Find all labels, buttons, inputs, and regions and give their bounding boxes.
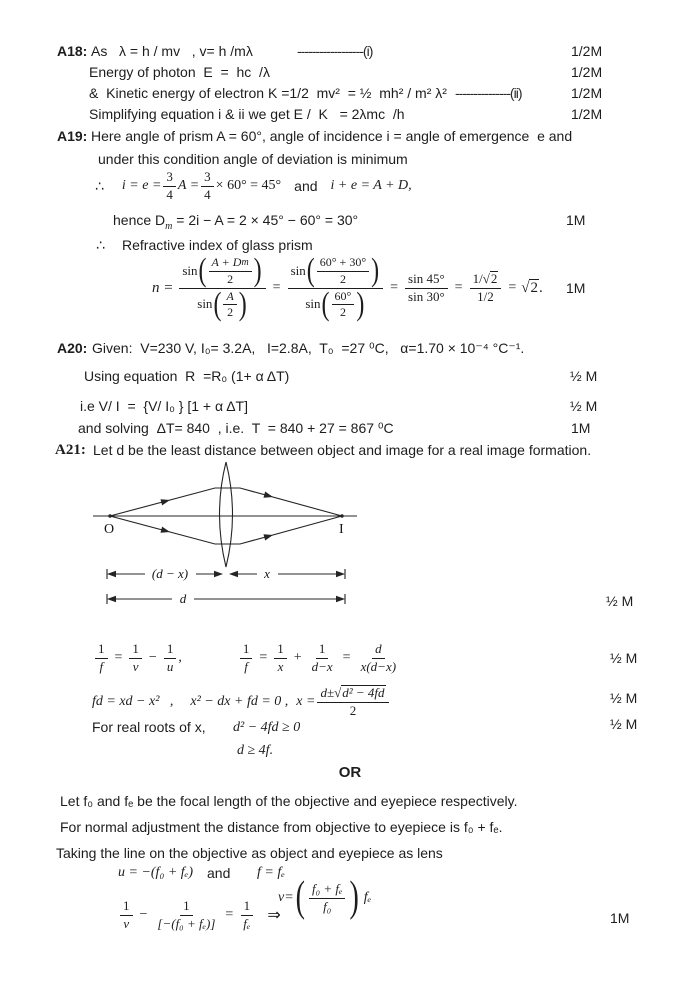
a20-row2-text: i.e V/ I = {V/ I₀ } [1 + α ΔT] xyxy=(80,398,248,414)
tail-line4-and: and xyxy=(207,865,231,881)
minus-sign: − xyxy=(139,907,148,922)
ray-arrow xyxy=(160,527,170,536)
a21-quadratic-row xyxy=(92,682,391,722)
equals-sign: = xyxy=(390,280,399,295)
a18-row4-text: Simplifying equation i & ii we get E / K = 2λmc /h xyxy=(89,106,405,122)
dim-arrow xyxy=(214,571,223,577)
a18-row1-dashes: ------------------(i) xyxy=(297,43,373,59)
plus-sign: + xyxy=(293,650,302,665)
a21-intro: Let d be the least distance between object and image for a real image formation. xyxy=(93,442,592,458)
a21-eq2-t1: fd = xd − x² , xyxy=(92,694,174,709)
ray-arrow xyxy=(263,532,273,541)
a20-label: A20: xyxy=(57,340,88,356)
a18-row1-text: As λ = h / mv , v= h /mλ xyxy=(91,43,253,59)
a19-hence-mark: 1M xyxy=(566,212,586,228)
equals-sign: = xyxy=(508,280,517,295)
convex-lens xyxy=(220,462,233,567)
a18-row1-mark: 1/2M xyxy=(571,43,603,59)
a19-neq-mark: 1M xyxy=(566,280,586,296)
therefore-symbol: ∴ xyxy=(95,177,104,194)
dim-arrow xyxy=(336,596,345,602)
dim-label-d-minus-x: (d − x) xyxy=(151,566,189,581)
fraction-sqrt2-half: 1/ √ 2 1/2 xyxy=(470,271,502,305)
object-point xyxy=(108,514,111,517)
a21-eq2-t3: x = xyxy=(296,694,316,709)
a20-row1-mark: ½ M xyxy=(570,368,598,384)
or-divider: OR xyxy=(338,764,362,781)
a19-line1: Here angle of prism A = 60°, angle of incidence i = angle of emergence e and xyxy=(91,128,573,144)
equals-sign: = xyxy=(454,280,463,295)
tail-line2: For normal adjustment the distance from objective to eyepiece is f₀ + fₑ. xyxy=(60,819,503,835)
upper-ray xyxy=(110,488,342,516)
fraction-1-u: $\frac{1}{u}$ xyxy=(164,642,177,675)
comma: , xyxy=(178,650,182,665)
fraction-1-fe: $\frac{1}{\text{fₑ}}$ xyxy=(240,899,253,932)
fraction-d-over-xdx: $\frac{d}{x(d-x)}$ xyxy=(360,640,397,674)
neq-lhs: n = xyxy=(152,279,174,296)
a19-refractive-index-equation xyxy=(152,246,543,330)
image-point xyxy=(340,514,343,517)
fraction-sin-60-30: sin ( 60° + 30° 2 ) sin ( 60° 2 ) xyxy=(288,256,384,320)
implies-arrow: ⇒ xyxy=(267,907,281,924)
fraction-1-v: $\frac{1}{v}$ xyxy=(129,642,142,675)
lower-ray xyxy=(110,516,342,544)
fraction-1-f: $\frac{1}{f}$ xyxy=(95,642,108,675)
open-paren: ( xyxy=(295,873,305,922)
a21-lens-formula-row xyxy=(93,638,401,678)
a21-eq2-t2: x² − dx + fd = 0 , xyxy=(190,694,289,709)
a21-eq2-mark: ½ M xyxy=(610,690,638,706)
a19-line3: Refractive index of glass prism xyxy=(122,237,313,253)
a19-equation-1 xyxy=(95,167,412,205)
a18-row3-text: & Kinetic energy of electron K =1/2 mv² = ½ mh² / m² λ² xyxy=(89,85,447,101)
equals-sign: = xyxy=(342,650,351,665)
equals-sign: = xyxy=(259,650,268,665)
or-equation-left xyxy=(118,893,281,937)
fraction-fo-fe-over-fo: f₀ + fₑ f₀ xyxy=(309,882,345,915)
a18-label: A18: xyxy=(57,43,88,59)
a20-row2-mark: ½ M xyxy=(570,398,598,414)
a21-diagram-mark: ½ M xyxy=(606,593,634,609)
equals-sign: = xyxy=(225,907,234,922)
close-paren: ) xyxy=(349,873,359,922)
a19-eq1-lhs: i = e = xyxy=(121,178,162,193)
a20-row3-text: and solving ΔT= 840 , i.e. T = 840 + 27 = 867 ⁰C xyxy=(78,420,394,436)
a21-eq3-t2: d² − 4fd ≥ 0 xyxy=(233,720,301,735)
equals-sign: = xyxy=(114,650,123,665)
dim-arrow xyxy=(107,571,116,577)
minus-sign: − xyxy=(148,650,157,665)
a18-row3-dashes: ---------------(ii) xyxy=(455,85,522,101)
fraction-1-f: $\frac{1}{f}$ xyxy=(240,642,253,675)
tail-line1: Let f₀ and fₑ be the focal length of the objective and eyepiece respectively. xyxy=(60,793,518,809)
object-label: O xyxy=(104,522,115,537)
tail-line4-u: u = −(f₀ + fₑ) xyxy=(118,865,193,880)
a21-label: A21: xyxy=(55,442,86,458)
a19-eq1-and: and xyxy=(294,178,318,194)
a19-eq1-tail: i + e = A + D, xyxy=(330,178,412,193)
fraction-1-x: $\frac{1}{x}$ xyxy=(274,642,287,675)
a20-given: Given: V=230 V, I₀= 3.2A, I=2.8A, T₀ =27 ⁰C, α=1.70 × 10⁻⁴ °C⁻¹. xyxy=(92,340,525,356)
image-label: I xyxy=(339,522,344,537)
ray-arrow xyxy=(263,492,273,501)
dim-arrow xyxy=(336,571,345,577)
fraction-quadratic-roots: d± √ d² − 4fd 2 xyxy=(317,685,388,719)
fraction-three-quarters: $\frac{3}{4}$ xyxy=(201,170,214,203)
equals-sign: = xyxy=(272,280,281,295)
fraction-1-over-bracket: $\frac{1}{\text{[−(f₀ + fₑ)]}}$ xyxy=(157,897,216,931)
fraction-sin-A-Dm: sin ( A + D m 2 ) sin ( A 2 ) xyxy=(179,256,265,320)
dim-label-x: x xyxy=(264,566,270,581)
a18-row4-mark: 1/2M xyxy=(571,106,603,122)
dim-arrow xyxy=(229,571,238,577)
a21-eq3-mark: ½ M xyxy=(610,716,638,732)
or-equation-right xyxy=(278,874,371,922)
lens-ray-diagram xyxy=(60,456,380,608)
dim-label-d: d xyxy=(179,591,187,606)
a21-eq3-t1: For real roots of x, xyxy=(92,719,206,735)
neq-result: √2. xyxy=(521,279,543,296)
a19-line2: under this condition angle of deviation is minimum xyxy=(98,151,408,167)
a18-row2-text: Energy of photon E = hc /λ xyxy=(89,64,270,80)
fraction-1-v: 1 v xyxy=(120,899,133,932)
a18-row2-mark: 1/2M xyxy=(571,64,603,80)
fraction-1-d-minus-x: $\frac{1}{d-x}$ xyxy=(311,640,333,674)
or-eq-vlhs: v= xyxy=(278,890,294,905)
a21-eq4: d ≥ 4f. xyxy=(237,743,274,758)
fraction-sin45-sin30: $\frac{\sin 45^\circ}{\sin 30^\circ}$ xyxy=(405,272,448,305)
a21-eq1-mark: ½ M xyxy=(610,650,638,666)
or-eq-mark: 1M xyxy=(610,910,630,926)
ray-arrow xyxy=(160,497,170,506)
a20-row3-mark: 1M xyxy=(571,420,591,436)
a19-hence-line: hence $D_m = 2i - A = 2 \times 45^\circ - 60^\circ = 30^\circ$ xyxy=(113,212,359,232)
tail-line3: Taking the line on the objective as object and eyepiece as lens xyxy=(56,845,443,861)
tail-line4-f: f = fₑ xyxy=(257,865,285,880)
a19-eq1-mid: A = xyxy=(177,178,200,193)
or-eq-tail: fₑ xyxy=(363,890,372,905)
a18-row3-mark: 1/2M xyxy=(571,85,603,101)
a20-row1-text: Using equation R =R₀ (1+ α ΔT) xyxy=(84,368,290,384)
a19-label: A19: xyxy=(57,128,88,144)
dim-arrow xyxy=(107,596,116,602)
fraction-three-quarters: $\frac{3}{4}$ xyxy=(163,170,176,203)
a19-eq1-rhs: × 60° = 45° xyxy=(215,178,282,193)
therefore-symbol: ∴ xyxy=(96,237,105,253)
